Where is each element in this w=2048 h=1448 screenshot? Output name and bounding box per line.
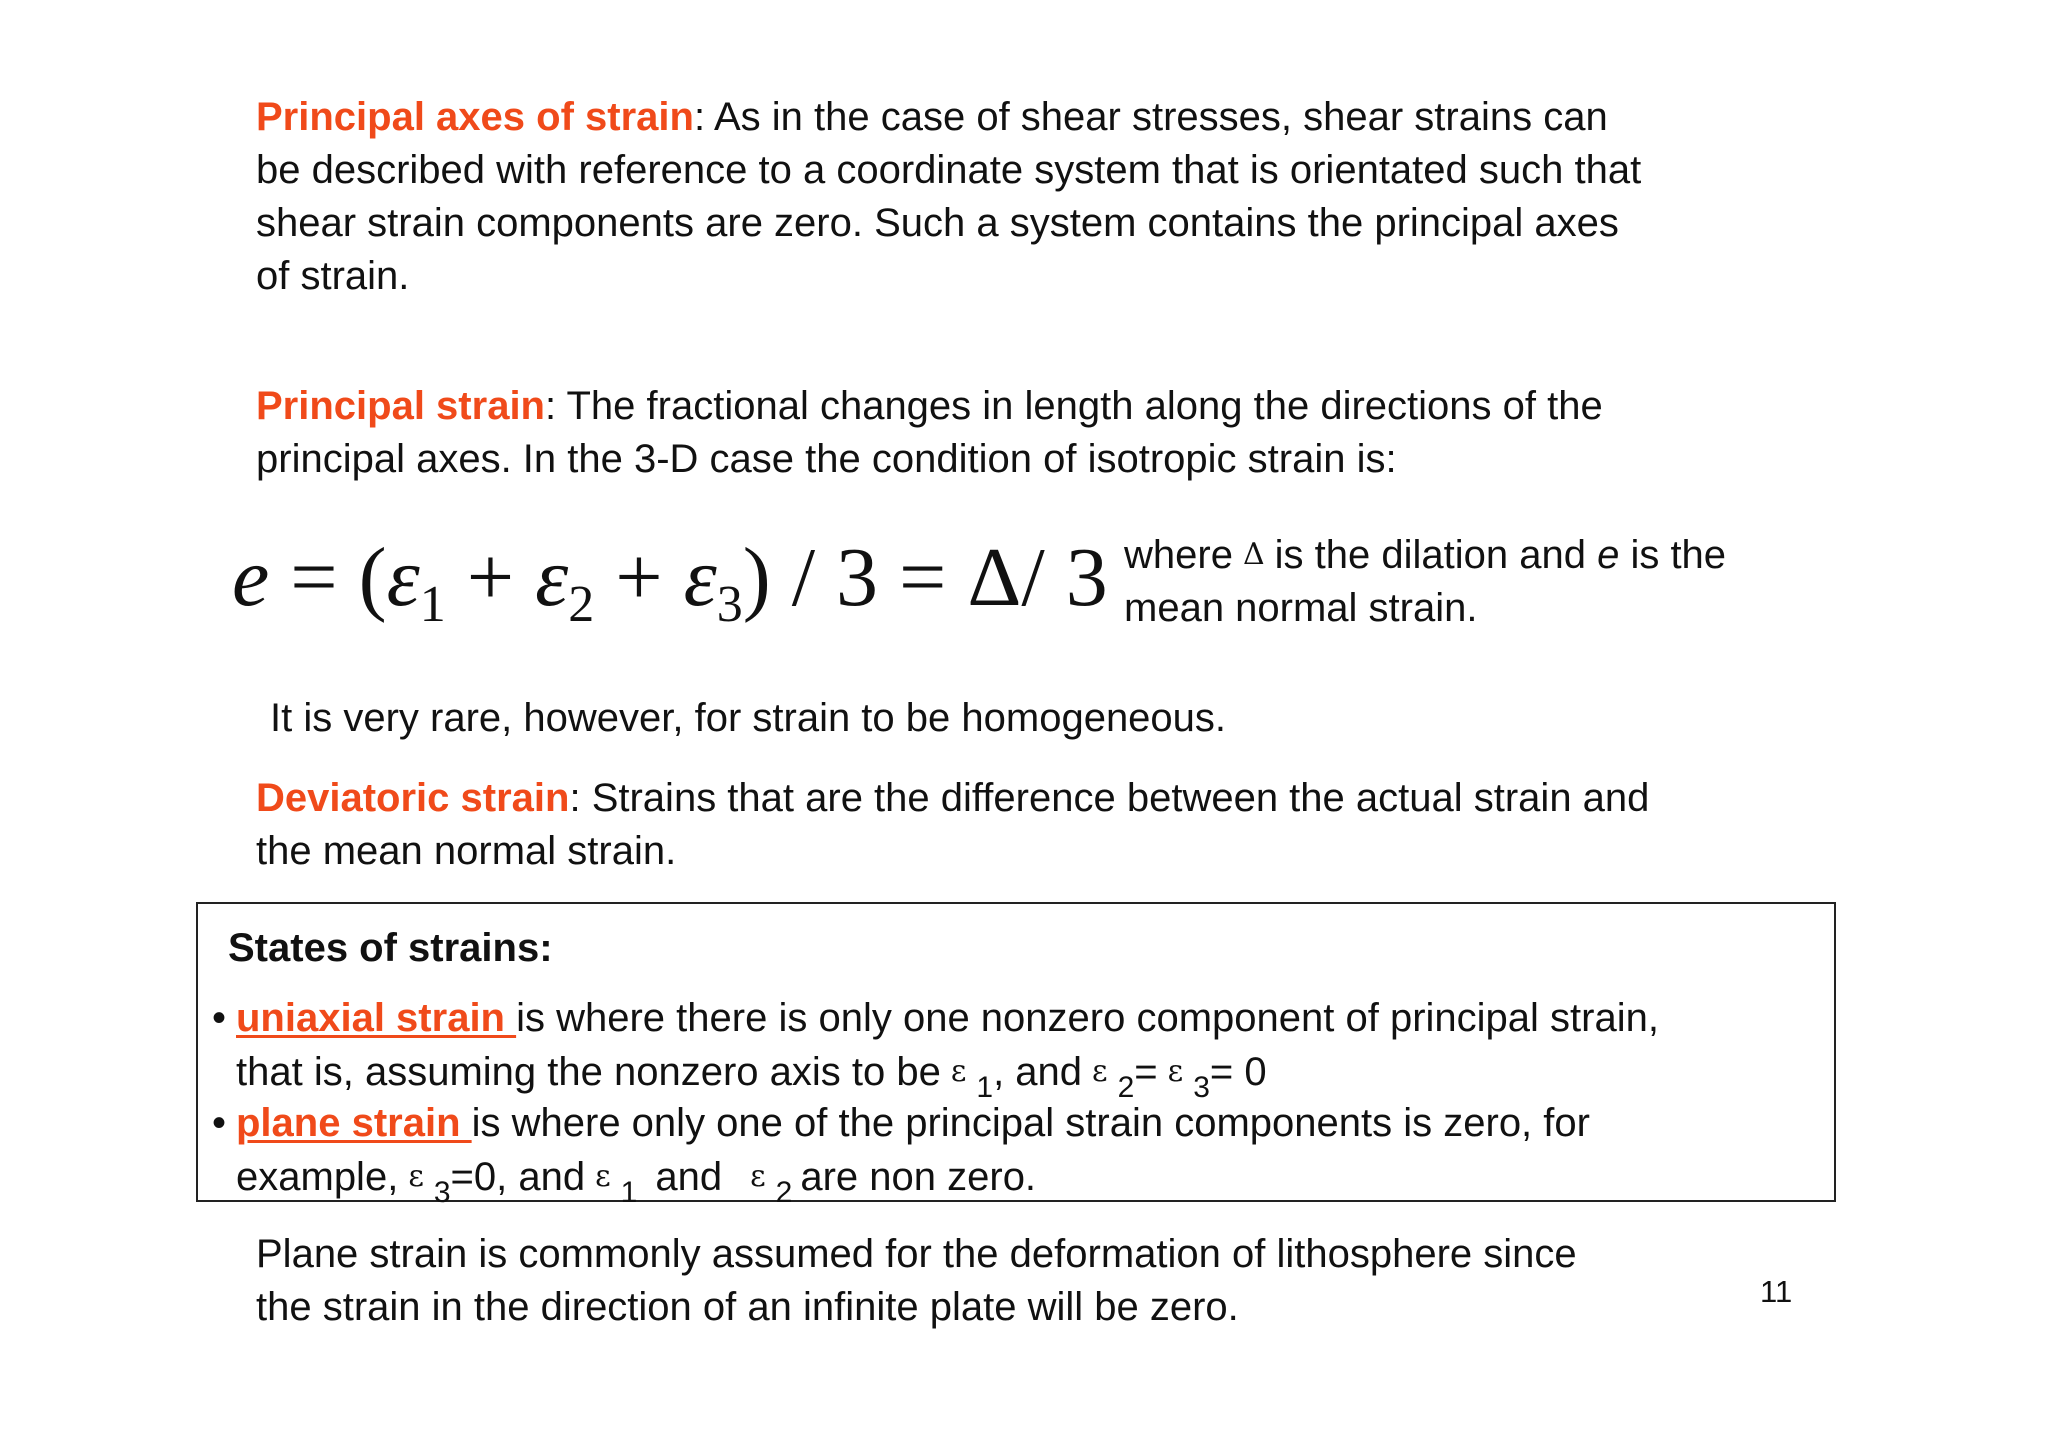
principal-strain-line-1: Principal strain: The fractional changes in length along the directions of the <box>256 384 1603 428</box>
principal-axes-paragraph <box>256 91 1856 303</box>
principal-strain-term: Principal strain <box>256 384 545 428</box>
principal-strain-paragraph <box>256 380 1856 486</box>
page-number: 11 <box>1760 1274 1793 1309</box>
states-of-strains-title: States of strains: <box>228 926 553 970</box>
plane-note-line-1: Plane strain is commonly assumed for the deformation of lithosphere since <box>256 1232 1577 1276</box>
plane-strain-note <box>256 1228 1756 1334</box>
where-note <box>1124 528 1884 635</box>
delta-symbol: Δ <box>1242 537 1265 572</box>
principal-axes-line-1: Principal axes of strain: As in the case of shear stresses, shear strains can <box>256 95 1608 139</box>
epsilon-symbol: ε <box>595 1159 611 1194</box>
epsilon-symbol: ε <box>750 1159 766 1194</box>
principal-axes-line-2: be described with reference to a coordinate system that is orientated such that <box>256 148 1642 192</box>
principal-axes-line-3: shear strain components are zero. Such a system contains the principal axes <box>256 201 1619 245</box>
bullet: • <box>212 996 227 1040</box>
epsilon-symbol: ε <box>950 1054 967 1089</box>
uniaxial-line-2: that is, assuming the nonzero axis to be ε $_1$, and ε $_2$= ε $_3$= 0 <box>212 1045 1659 1114</box>
uniaxial-strain-term: uniaxial strain <box>236 996 517 1040</box>
deviatoric-line-1: Deviatoric strain: Strains that are the difference between the actual strain and <box>256 776 1650 820</box>
principal-strain-line-2: principal axes. In the 3-D case the condition of isotropic strain is: <box>256 437 1397 481</box>
bullet: • <box>212 1101 227 1145</box>
plane-strain-item <box>212 1097 1590 1219</box>
epsilon-symbol: ε <box>1167 1054 1184 1089</box>
principal-axes-term: Principal axes of strain <box>256 95 694 139</box>
homogeneous-note: It is very rare, however, for strain to be homogeneous. <box>270 696 1227 740</box>
where-note-line-2: mean normal strain. <box>1124 586 1478 630</box>
principal-axes-line-4: of strain. <box>256 254 410 298</box>
epsilon-symbol: ε <box>1092 1054 1108 1089</box>
mean-strain-equation: $e = (\varepsilon_1 + \varepsilon_2 + \varepsilon_3) / 3 = \Delta/$ 3 <box>232 531 1108 633</box>
plane-note-line-2: the strain in the direction of an infinite plate will be zero. <box>256 1285 1239 1329</box>
deviatoric-line-2: the mean normal strain. <box>256 829 677 873</box>
where-note-line-1: where Δ is the dilation and e is the <box>1124 528 1884 582</box>
plane-line-1: • plane strain is where only one of the principal strain components is zero, for <box>212 1097 1590 1150</box>
epsilon-symbol: ε <box>408 1159 424 1194</box>
uniaxial-strain-item <box>212 992 1659 1114</box>
plane-strain-term: plane strain <box>236 1101 472 1145</box>
uniaxial-line-1: • uniaxial strain is where there is only one nonzero component of principal strain, <box>212 992 1659 1045</box>
deviatoric-paragraph <box>256 772 1856 878</box>
plane-line-2: example, ε $_3$=0, and ε $_1$ and ε $_2$ are non zero. <box>212 1150 1590 1219</box>
deviatoric-term: Deviatoric strain <box>256 776 570 820</box>
